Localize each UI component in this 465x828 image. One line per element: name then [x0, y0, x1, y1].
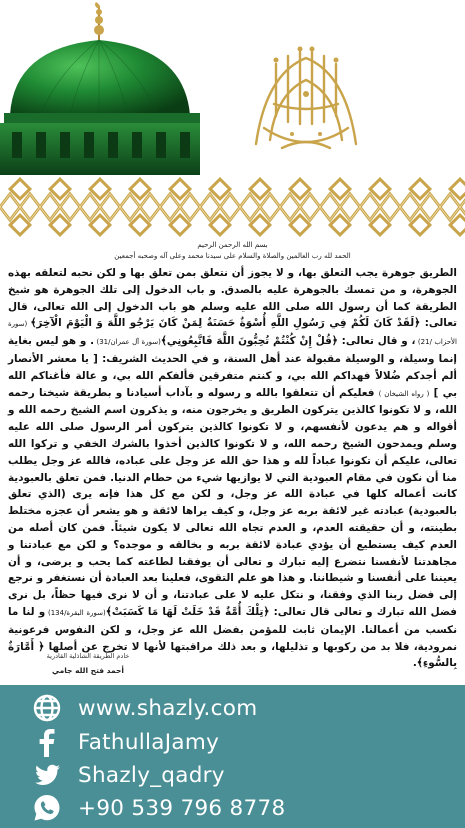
website-text: www.shazly.com: [78, 695, 258, 721]
praise-line: الحمد لله رب العالمين والصلاة والسلام على سيدنا محمد وعلى آله وصحبه أجمعين: [114, 252, 351, 260]
twitter-text: Shazly_qadry: [78, 762, 225, 788]
facebook-icon: [30, 725, 64, 759]
whatsapp-contact[interactable]: [30, 791, 285, 825]
gold-calligraphy-seal: [246, 44, 366, 162]
twitter-icon: [30, 758, 64, 792]
basmala: بسم الله الرحمن الرحيم: [197, 241, 268, 249]
globe-icon: [30, 691, 64, 725]
letter-body: [8, 240, 457, 685]
verse-reference: ( رواه الشيخان ): [378, 389, 430, 398]
paragraph-segment: ﴿لَقَدْ كَانَ لَكُمْ فِي رَسُولِ اللَّهِ أُسْوَةٌ حَسَنَةٌ لِمَنْ كَانَ يَرْجُو اللَّهَ وَ الْيَوْمَ الْآخِرَ﴾: [30, 317, 421, 330]
facebook-contact[interactable]: [30, 725, 219, 759]
paragraph-segment: فعليكم أن تتعلقوا بالله و رسوله و بآداب أسيادنا و بطريقة شيخنا رحمه الله، و لا تكونوا كالذين يتركون الطريق و يخرجون منه، و يذكرون اسم الشيخ رحمه الله و أقواله و هم يدعون لأنفسهم، و لا تكونوا كالذين يتركون أمر الرسول صلى الله عليه وسلم ويمدحون الشيخ رحمه الله، و لا تكونوا كالذين أخذوا بالشرك الخفي و تركوا الله تعالى، عليكم أن تكونوا عباداً لله و هذا حق الله عز وجل على عباده، فالله عز وجل يطلب منا أن نكون في مقام العبودية التي لا يوازيها شيء من حطام الدنيا. فمن تعلق بالعبودية كانت أعماله كلها في عبادة الله عز وجل، و لكن مع كل هذا فإنه يرى (الذي تعلق بالعبودية) عبادته غير لائقة بربه عز وجل، و كيف يراها لائقة و هو يشعر أن عجزه مختلط بطينته، و أن حقيقته العدم، و العدم تجاه الله تعالى لا يكون شيئاً. فمن كان أصله من العدم كيف يستطيع أن يؤدي عبادة لائقة بربه و بخالقه و موجده؟ و لكن مع عبادتنا و مجاهدتنا لأنفسنا نتضرع إليه تبارك و تعالى أن يوفقنا لطاعته كما يحب و يرضى، و أن يعيننا على أنفسنا و شيطاننا. و هذا هو علم التقوى، فعلينا بعد العبادة أن نستغفر و نرجع إلى فضل ربنا الذي وفقنا، و نتكل عليه لا على عبادتنا، و أن لا نرى فيها حظاً، بل نرى فضل الله تبارك و تعالى قال تعالى:: [8, 386, 457, 618]
paragraph-segment: و لنا ما نكسب من أعمالنا. الإيمان ثابت للمؤمن بفضل الله عز وجل، و لكن النفوس فرعونية نمرودية، فلا بد من ركوبها و تذليلها، و بعد ذلك مراقبتها لأنها لا تخرج عن أصلها ﴿ أَمَّارَةٌ بِالسُّوءِ﴾.: [8, 605, 457, 670]
paragraph-segment: ، و قال تعالى:: [337, 335, 416, 348]
website-contact[interactable]: [30, 691, 258, 725]
green-dome-image: [0, 0, 200, 175]
verse-reference: (سورة الأحزاب /21): [8, 320, 457, 347]
gold-knot-border: [0, 176, 465, 238]
paragraph-segment: ﴿تِلْكَ أُمَّةٌ قَدْ خَلَتْ لَهَا مَا كَسَبَتْ﴾: [105, 605, 270, 618]
main-paragraph: [8, 265, 457, 672]
verse-reference: (سورة آل عمران/31): [94, 338, 161, 347]
whatsapp-text: +90 539 796 8778: [78, 795, 286, 821]
signature-name: أحمد فتح الله جامي: [52, 666, 124, 675]
paragraph-segment: ﴿قُلْ إِنْ كُنْتُمْ تُحِبُّونَ اللَّهَ فَاتَّبِعُونِي﴾: [160, 335, 338, 348]
signature-block: [8, 652, 168, 675]
verse-reference: (سورة البقرة/134): [45, 608, 106, 617]
whatsapp-icon: [30, 791, 64, 825]
facebook-text: FathullaJamy: [78, 729, 220, 755]
twitter-contact[interactable]: [30, 758, 225, 792]
header-banner: [0, 0, 465, 175]
contact-footer: [0, 685, 465, 828]
paragraph-segment: . و هو ليس بغاية إنما وسيلة، و الوسيلة مقبولة عند أهل السنة، و في الحديث الشريف: [ يا معشر الأنصار ألم أجدكم ضُلالاً فهداكم الله بي، و كنتم متفرقين فألفكم الله بي، و عالة فأغناكم الله بي ]: [8, 335, 457, 399]
signature-title: خادم الطريقة الشاذلية القادرية: [46, 652, 130, 660]
paragraph-segment: الطريق جوهرة يجب التعلق بها، و لا يجوز أن نتعلق بمن تعلق بها و لكن نحبه لتعلقه بهذه الجوهرة، و من تمسك بالجوهرة عليه بالصدق. و باب الدخول إلى تلك الجوهرة هو شيخ الطريقة كما أن رسول الله صلى الله عليه وسلم هو باب الدخول إلى الله تعالى، قال تعالى:: [8, 267, 457, 330]
